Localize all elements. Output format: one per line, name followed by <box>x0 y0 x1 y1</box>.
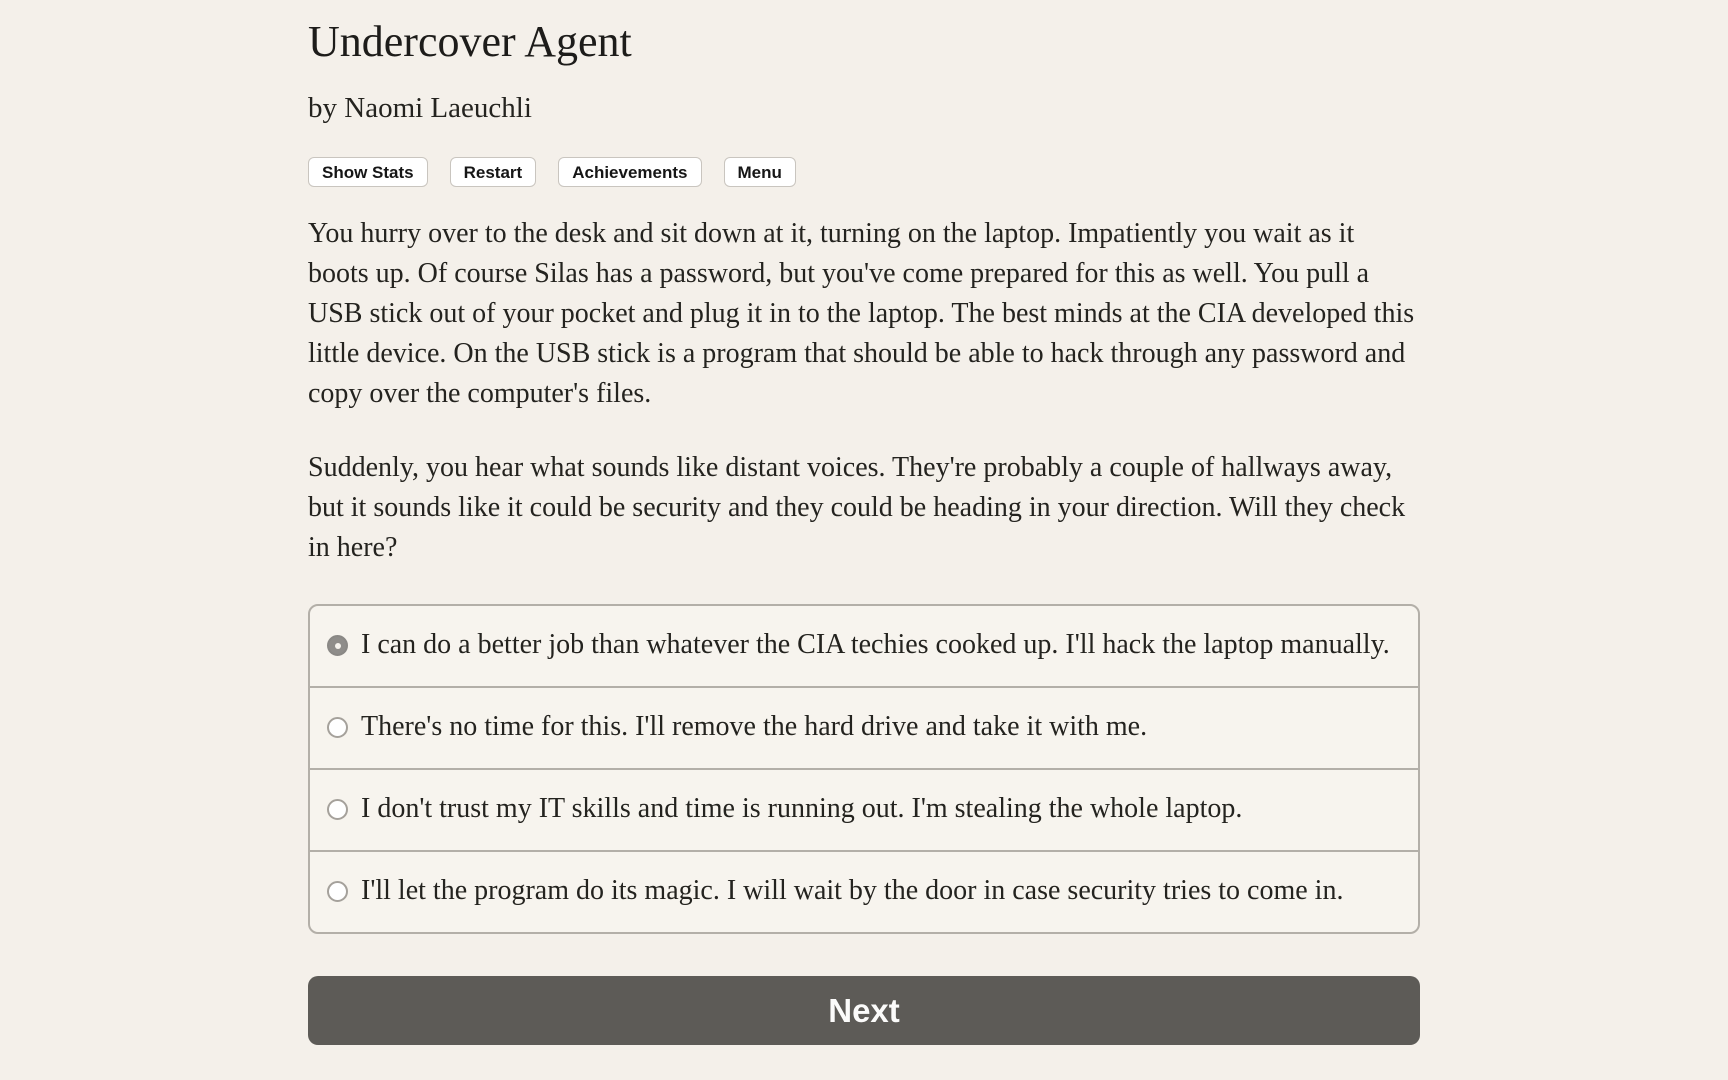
game-toolbar <box>308 157 1420 187</box>
choice-option-4[interactable] <box>310 850 1418 932</box>
story-paragraph: You hurry over to the desk and sit down at it, turning on the laptop. Impatiently you wait as it boots up. Of course Silas has a password, but you've come prepared for this as well. You pull a USB stick out of your pocket and plug it in to the laptop. The best minds at the CIA developed this little device. On the USB stick is a program that should be able to hack through any password and copy over the computer's files. <box>308 218 1415 409</box>
radio-button-icon[interactable] <box>327 717 348 738</box>
choice-option-3[interactable] <box>310 768 1418 850</box>
choice-option-label[interactable]: I'll let the program do its magic. I will wait by the door in case security tries to come in. <box>361 875 1344 906</box>
choice-option-label[interactable]: I don't trust my IT skills and time is running out. I'm stealing the whole laptop. <box>361 793 1243 824</box>
choice-option-1[interactable] <box>310 606 1418 686</box>
radio-button-icon[interactable] <box>327 881 348 902</box>
radio-button-icon[interactable] <box>327 635 348 656</box>
choice-option-2[interactable] <box>310 686 1418 768</box>
game-author-byline: by Naomi Laeuchli <box>308 92 532 124</box>
game-page <box>308 0 1420 1045</box>
achievements-button[interactable]: Achievements <box>558 157 701 187</box>
choice-option-label[interactable]: There's no time for this. I'll remove the hard drive and take it with me. <box>361 711 1148 742</box>
restart-button[interactable]: Restart <box>450 157 537 187</box>
radio-button-icon[interactable] <box>327 799 348 820</box>
story-text <box>308 214 1420 568</box>
game-title: Undercover Agent <box>308 17 632 66</box>
story-paragraph: Suddenly, you hear what sounds like distant voices. They're probably a couple of hallways away, but it sounds like it could be security and they could be heading in your direction. Will they check in here? <box>308 452 1406 563</box>
show-stats-button[interactable]: Show Stats <box>308 157 428 187</box>
choice-group <box>308 604 1420 934</box>
choice-option-label[interactable]: I can do a better job than whatever the CIA techies cooked up. I'll hack the laptop manually. <box>361 629 1390 660</box>
menu-button[interactable]: Menu <box>724 157 796 187</box>
next-button[interactable]: Next <box>308 976 1420 1045</box>
